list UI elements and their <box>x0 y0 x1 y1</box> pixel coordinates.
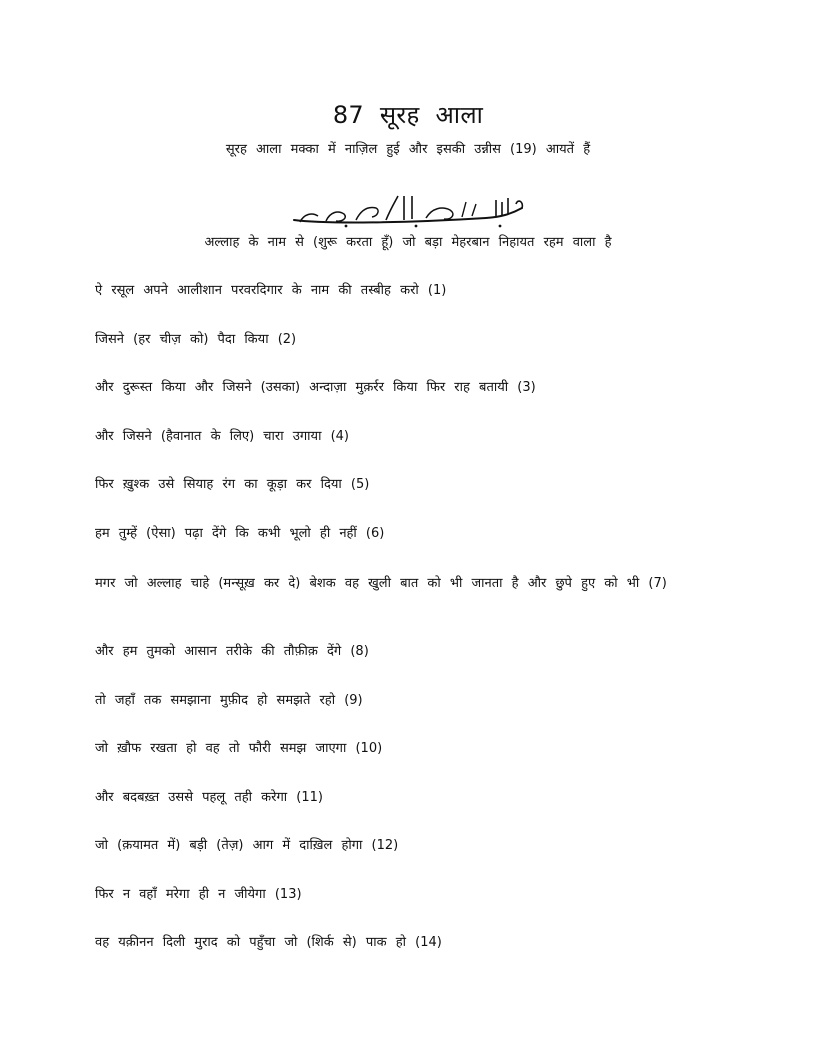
verse-13: फिर न वहाँ मरेगा ही न जीयेगा (13) <box>95 886 302 902</box>
verse-6: हम तुम्हें (ऐसा) पढ़ा देंगे कि कभी भूलो ही नहीं (6) <box>95 525 385 541</box>
verse-11: और बदबख़्त उससे पहलू तही करेगा (11) <box>95 789 323 805</box>
verse-9: तो जहाँ तक समझाना मुफ़ीद हो समझते रहो (9) <box>95 692 363 708</box>
verse-2: जिसने (हर चीज़ को) पैदा किया (2) <box>95 331 297 347</box>
bismillah-translation: अल्लाह के नाम से (शुरू करता हूँ) जो बड़ा मेहरबान निहायत रहम वाला है <box>204 235 612 250</box>
surah-subtitle: सूरह आला मक्का में नाज़िल हुई और इसकी उन्नीस (19) आयतें हैं <box>225 142 591 157</box>
verse-14: वह यक़ीनन दिली मुराद को पहुँचा जो (शिर्क से) पाक हो (14) <box>95 935 442 950</box>
verse-1: ऐ रसूल अपने आलीशान परवरदिगार के नाम की तस्बीह करो (1) <box>95 283 447 298</box>
verse-list <box>95 280 717 981</box>
verse-3: और दुरूस्त किया और जिसने (उसका) अन्दाज़ा मुक़र्रर किया फिर राह बतायी (3) <box>95 380 536 395</box>
bismillah-calligraphy-icon <box>286 190 530 230</box>
verse-4: और जिसने (हैवानात के लिए) चारा उगाया (4) <box>95 428 349 444</box>
surah-title: 87 सूरह आला <box>332 101 484 129</box>
verse-8: और हम तुमको आसान तरीके की तौफ़ीक़ देंगे (8) <box>95 644 369 659</box>
verse-12: जो (क़यामत में) बड़ी (तेज़) आग में दाख़िल होगा (12) <box>95 838 399 853</box>
verse-7: मगर जो अल्लाह चाहे (मन्सूख़ कर दे) बेशक वह खुली बात को भी जानता है और छुपे हुए को भी (7) <box>95 576 667 591</box>
verse-5: फिर ख़ुश्क उसे सियाह रंग का कूड़ा कर दिया (5) <box>95 477 370 492</box>
verse-10: जो ख़ौफ रखता हो वह तो फौरी समझ जाएगा (10) <box>95 741 383 756</box>
